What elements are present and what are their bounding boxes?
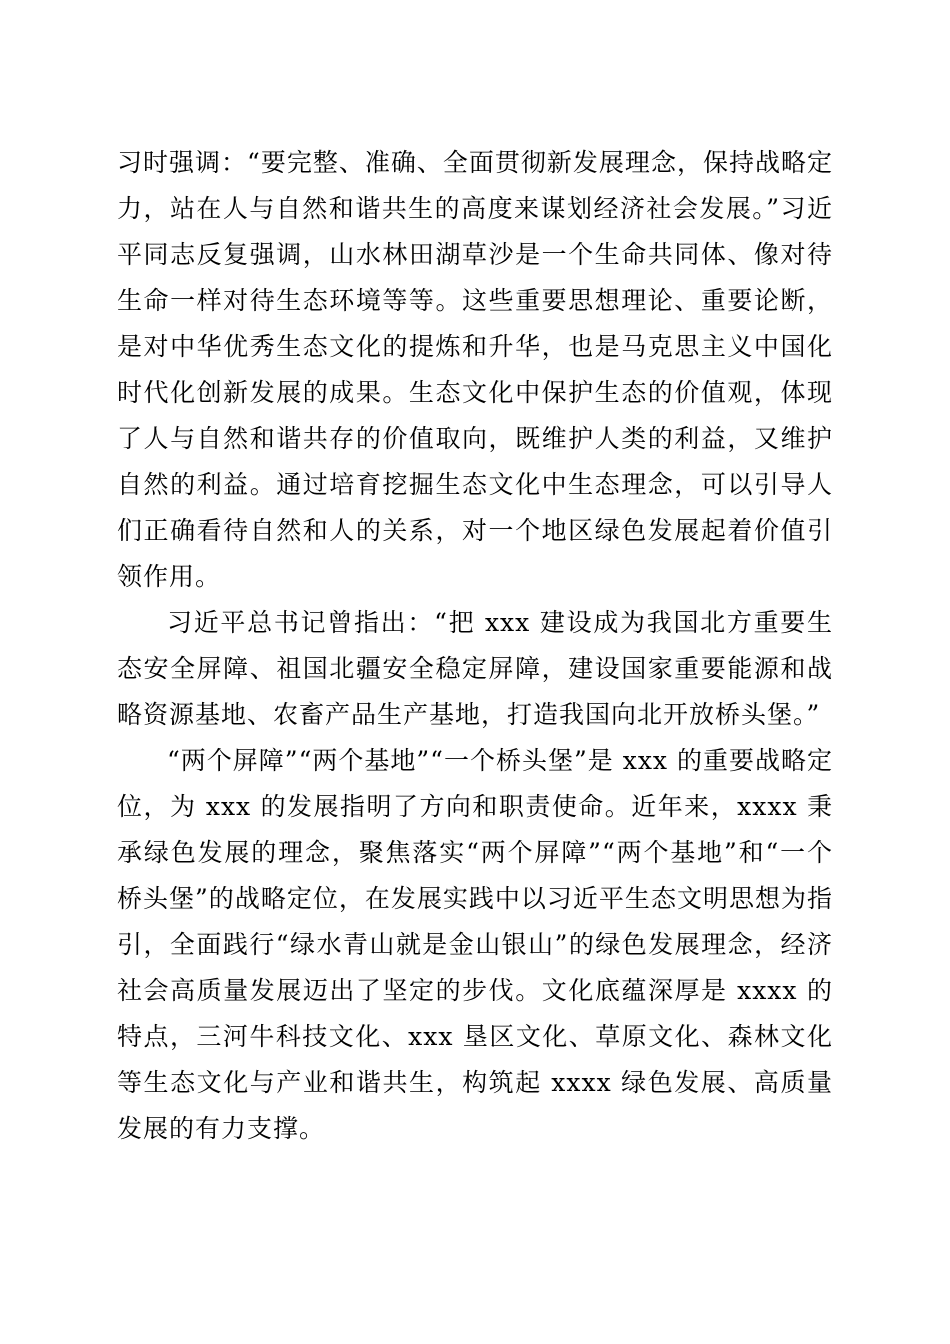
paragraph-continued: 习时强调：“要完整、准确、全面贯彻新发展理念，保持战略定力，站在人与自然和谐共生的高度来谋划经济社会发展。”习近平同志反复强调，山水林田湖草沙是一个生命共同体、像对待生命一样对待生态环境等等。这些重要思想理论、重要论断，是对中华优秀生态文化的提炼和升华，也是马克思主义中国化时代化创新发展的成果。生态文化中保护生态的价值观，体现了人与自然和谐共存的价值取向，既维护人类的利益，又维护自然的利益。通过培育挖掘生态文化中生态理念，可以引导人们正确看待自然和人的关系，对一个地区绿色发展起着价值引领作用。 xyxy=(117,148,833,591)
document-body xyxy=(117,140,833,1152)
paragraph-strategy: “两个屏障”“两个基地”“一个桥头堡”是 xxx 的重要战略定位，为 xxx 的发展指明了方向和职责使命。近年来，xxxx 秉承绿色发展的理念，聚焦落实“两个屏障”“两个基地”和“一个桥头堡”的战略定位，在发展实践中以习近平生态文明思想为指引，全面践行“绿水青山就是金山银山”的绿色发展理念，经济社会高质量发展迈出了坚定的步伐。文化底蕴深厚是 xxxx 的特点，三河牛科技文化、xxx 垦区文化、草原文化、森林文化等生态文化与产业和谐共生，构筑起 xxxx 绿色发展、高质量发展的有力支撑。 xyxy=(117,746,833,1143)
paragraph-quote: 习近平总书记曾指出：“把 xxx 建设成为我国北方重要生态安全屏障、祖国北疆安全稳定屏障，建设国家重要能源和战略资源基地、农畜产品生产基地，打造我国向北开放桥头堡。” xyxy=(117,608,833,729)
